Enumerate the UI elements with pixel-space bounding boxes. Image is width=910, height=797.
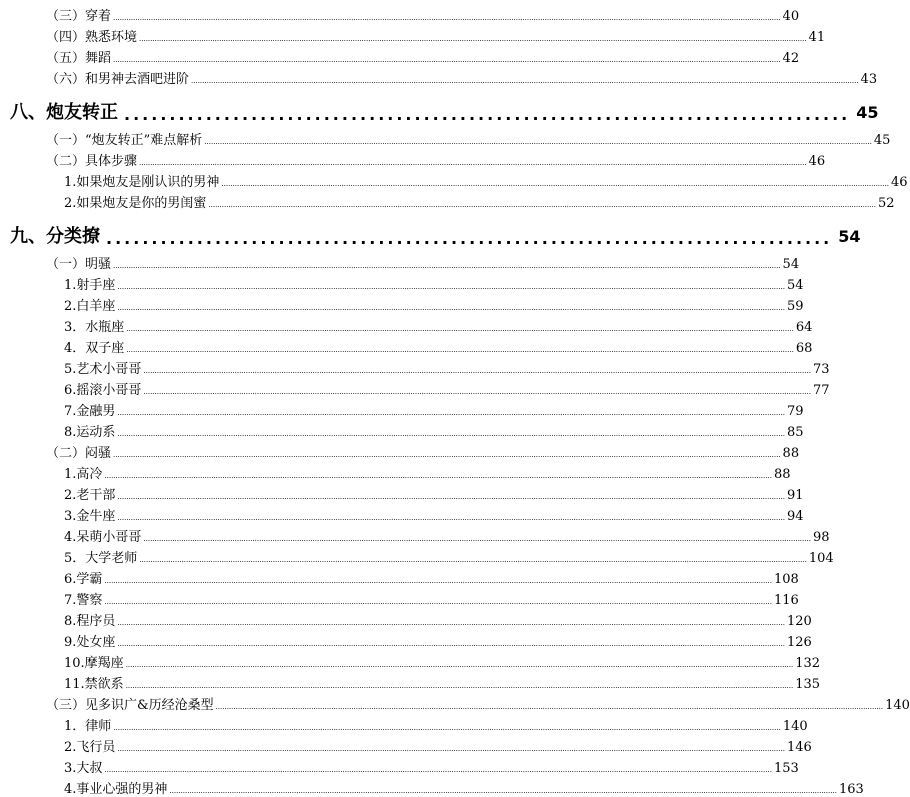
toc-page-number: 120 [786,614,812,629]
toc-page-number: 140 [885,698,910,713]
toc-entry-title: 2.老干部 [64,488,116,503]
toc-page-number: 98 [812,530,830,545]
dot-leader: ............................................................................................................................................................................................................................................................................................................ [113,451,781,459]
dot-leader: ............................................................................................................................................................................................................................................................................................................ [104,472,772,480]
toc-entry [46,692,910,713]
toc-page-number: 91 [786,488,804,503]
toc-page-number: 68 [795,341,813,356]
dot-leader: ............................................................................................................................................................................................................................................................................................................ [143,535,811,543]
toc-page-number: 126 [786,635,812,650]
dot-leader: ................................................................................ [106,229,833,248]
dot-leader: ............................................................................................................................................................................................................................................................................................................ [117,514,785,522]
toc-entry [64,461,791,482]
dot-leader: ............................................................................................................................................................................................................................................................................................................ [113,56,781,64]
toc-entry-title: 2.飞行员 [64,740,116,755]
dot-leader: ............................................................................................................................................................................................................................................................................................................ [117,430,785,438]
dot-leader: ............................................................................................................................................................................................................................................................................................................ [139,35,807,43]
toc-page-number: 59 [786,299,804,314]
toc-page-number: 163 [838,782,864,797]
toc-entry [64,503,804,524]
toc-entry [64,377,830,398]
toc-entry [64,356,830,377]
toc-entry-title: （一）“炮友转正”难点解析 [46,133,203,148]
toc-entry-title: 6.学霸 [64,572,103,587]
toc-entry [64,419,804,440]
toc-entry [64,190,895,211]
toc-entry-title: 3.金牛座 [64,509,116,524]
dot-leader: ............................................................................................................................................................................................................................................................................................................ [113,724,781,732]
dot-leader: ............................................................................................................................................................................................................................................................................................................ [117,283,785,291]
toc-page-number: 45 [856,103,879,122]
toc-entry [46,66,878,87]
dot-leader: ............................................................................................................................................................................................................................................................................................................ [117,745,785,753]
dot-leader: ............................................................................................................................................................................................................................................................................................................ [139,159,807,167]
dot-leader: ............................................................................................................................................................................................................................................................................................................ [143,367,811,375]
dot-leader: ............................................................................................................................................................................................................................................................................................................ [125,682,794,690]
toc-entry [64,650,821,671]
toc-entry [46,24,826,45]
toc-page-number: 42 [782,51,800,66]
toc-entry-title: （五）舞蹈 [46,51,112,66]
toc-page-number: 54 [786,278,804,293]
toc-entry-title: 1.如果炮友是刚认识的男神 [64,175,220,190]
toc-entry [46,127,891,148]
toc-entry [64,272,804,293]
toc-entry-title: 1.高冷 [64,467,103,482]
toc-entry-title: 九、分类撩 [10,226,100,247]
toc-page-number: 43 [860,72,878,87]
dot-leader: ............................................................................................................................................................................................................................................................................................................ [169,787,837,795]
dot-leader: ................................................................................ [124,105,851,124]
toc-entry-title: （一）明骚 [46,257,112,272]
toc-entry [46,440,800,461]
toc-entry [46,45,800,66]
toc-entry [64,314,813,335]
toc-page-number: 94 [786,509,804,524]
dot-leader: ............................................................................................................................................................................................................................................................................................................ [113,262,781,270]
toc-page-number: 153 [773,761,799,776]
dot-leader: ............................................................................................................................................................................................................................................................................................................ [104,598,772,606]
toc-page-number: 116 [773,593,799,608]
dot-leader: ............................................................................................................................................................................................................................................................................................................ [117,619,785,627]
toc-page-number: 140 [782,719,808,734]
toc-entry [64,545,834,566]
dot-leader: ............................................................................................................................................................................................................................................................................................................ [117,409,785,417]
toc-page-number: 77 [812,383,830,398]
toc-entry-title: 11.禁欲系 [64,677,124,692]
toc-entry [64,755,799,776]
toc-page-number: 45 [873,133,891,148]
dot-leader: ............................................................................................................................................................................................................................................................................................................ [113,14,781,22]
toc-entry [64,524,830,545]
toc-entry [64,629,812,650]
toc-entry-title: 4.呆萌小哥哥 [64,530,142,545]
toc-page-number: 88 [773,467,791,482]
toc-entry [46,148,826,169]
toc-entry-title: 5．大学老师 [64,551,138,566]
toc-entry-title: 5.艺术小哥哥 [64,362,142,377]
toc-entry [46,251,800,272]
toc-entry [64,671,821,692]
toc-entry [64,734,812,755]
dot-leader: ............................................................................................................................................................................................................................................................................................................ [125,661,794,669]
toc-chapter-entry [10,95,879,124]
toc-page-number: 85 [786,425,804,440]
toc-entry-title: （二）闷骚 [46,446,112,461]
toc-entry-title: 7.金融男 [64,404,116,419]
toc-entry-title: 7.警察 [64,593,103,608]
toc-entry-title: 4．双子座 [64,341,125,356]
toc-entry [64,398,804,419]
toc-page-number: 88 [782,446,800,461]
toc-page-number: 40 [782,9,800,24]
toc-entry-title: 八、炮友转正 [10,102,118,123]
toc-entry [64,713,808,734]
toc-entry-title: 2.白羊座 [64,299,116,314]
toc-entry [64,587,799,608]
toc-page-number: 46 [890,175,908,190]
dot-leader: ............................................................................................................................................................................................................................................................................................................ [104,766,772,774]
toc-entry [64,566,799,587]
toc-page-number: 64 [795,320,813,335]
dot-leader: ............................................................................................................................................................................................................................................................................................................ [143,388,811,396]
dot-leader: ............................................................................................................................................................................................................................................................................................................ [215,703,884,711]
toc-entry [64,608,812,629]
toc-entry-title: （四）熟悉环境 [46,30,138,45]
toc-entry-title: 8.程序员 [64,614,116,629]
toc-entry [64,293,804,314]
toc-entry [64,482,804,503]
dot-leader: ............................................................................................................................................................................................................................................................................................................ [117,640,785,648]
toc-entry-title: 6.摇滚小哥哥 [64,383,142,398]
toc-chapter-entry [10,219,861,248]
toc-entry-title: （三）穿着 [46,9,112,24]
toc-entry-title: 1.射手座 [64,278,116,293]
dot-leader: ............................................................................................................................................................................................................................................................................................................ [191,77,859,85]
toc-entry-title: 1．律师 [64,719,112,734]
toc-entry [64,335,813,356]
toc-entry-title: 2.如果炮友是你的男闺蜜 [64,196,207,211]
toc-page-number: 146 [786,740,812,755]
dot-leader: ............................................................................................................................................................................................................................................................................................................ [104,577,772,585]
toc-entry-title: （二）具体步骤 [46,154,138,169]
dot-leader: ............................................................................................................................................................................................................................................................................................................ [126,346,794,354]
dot-leader: ............................................................................................................................................................................................................................................................................................................ [208,201,876,209]
toc-entry [64,776,864,797]
toc-page-number: 132 [795,656,821,671]
dot-leader: ............................................................................................................................................................................................................................................................................................................ [117,493,785,501]
toc-entry-title: （三）见多识广&历经沧桑型 [46,698,214,713]
dot-leader: ............................................................................................................................................................................................................................................................................................................ [139,556,807,564]
toc-entry [64,169,908,190]
dot-leader: ............................................................................................................................................................................................................................................................................................................ [126,325,794,333]
toc-page-number: 54 [838,227,861,246]
toc-page-number: 52 [877,196,895,211]
toc-entry-title: 4.事业心强的男神 [64,782,168,797]
toc-page-number: 54 [782,257,800,272]
dot-leader: ............................................................................................................................................................................................................................................................................................................ [204,138,872,146]
toc-page-number: 135 [795,677,821,692]
toc-entry-title: 10.摩羯座 [64,656,124,671]
dot-leader: ............................................................................................................................................................................................................................................................................................................ [221,180,889,188]
toc-entry [46,3,800,24]
toc-page-number: 41 [808,30,826,45]
toc-page-number: 46 [808,154,826,169]
toc-page-number: 108 [773,572,799,587]
toc-entry-title: （六）和男神去酒吧进阶 [46,72,190,87]
toc-page-number: 104 [808,551,834,566]
toc-page-number: 73 [812,362,830,377]
toc-entry-title: 3.大叔 [64,761,103,776]
dot-leader: ............................................................................................................................................................................................................................................................................................................ [117,304,785,312]
toc-entry-title: 8.运动系 [64,425,116,440]
toc-entry-title: 3．水瓶座 [64,320,125,335]
toc-page-number: 79 [786,404,804,419]
toc-entry-title: 9.处女座 [64,635,116,650]
